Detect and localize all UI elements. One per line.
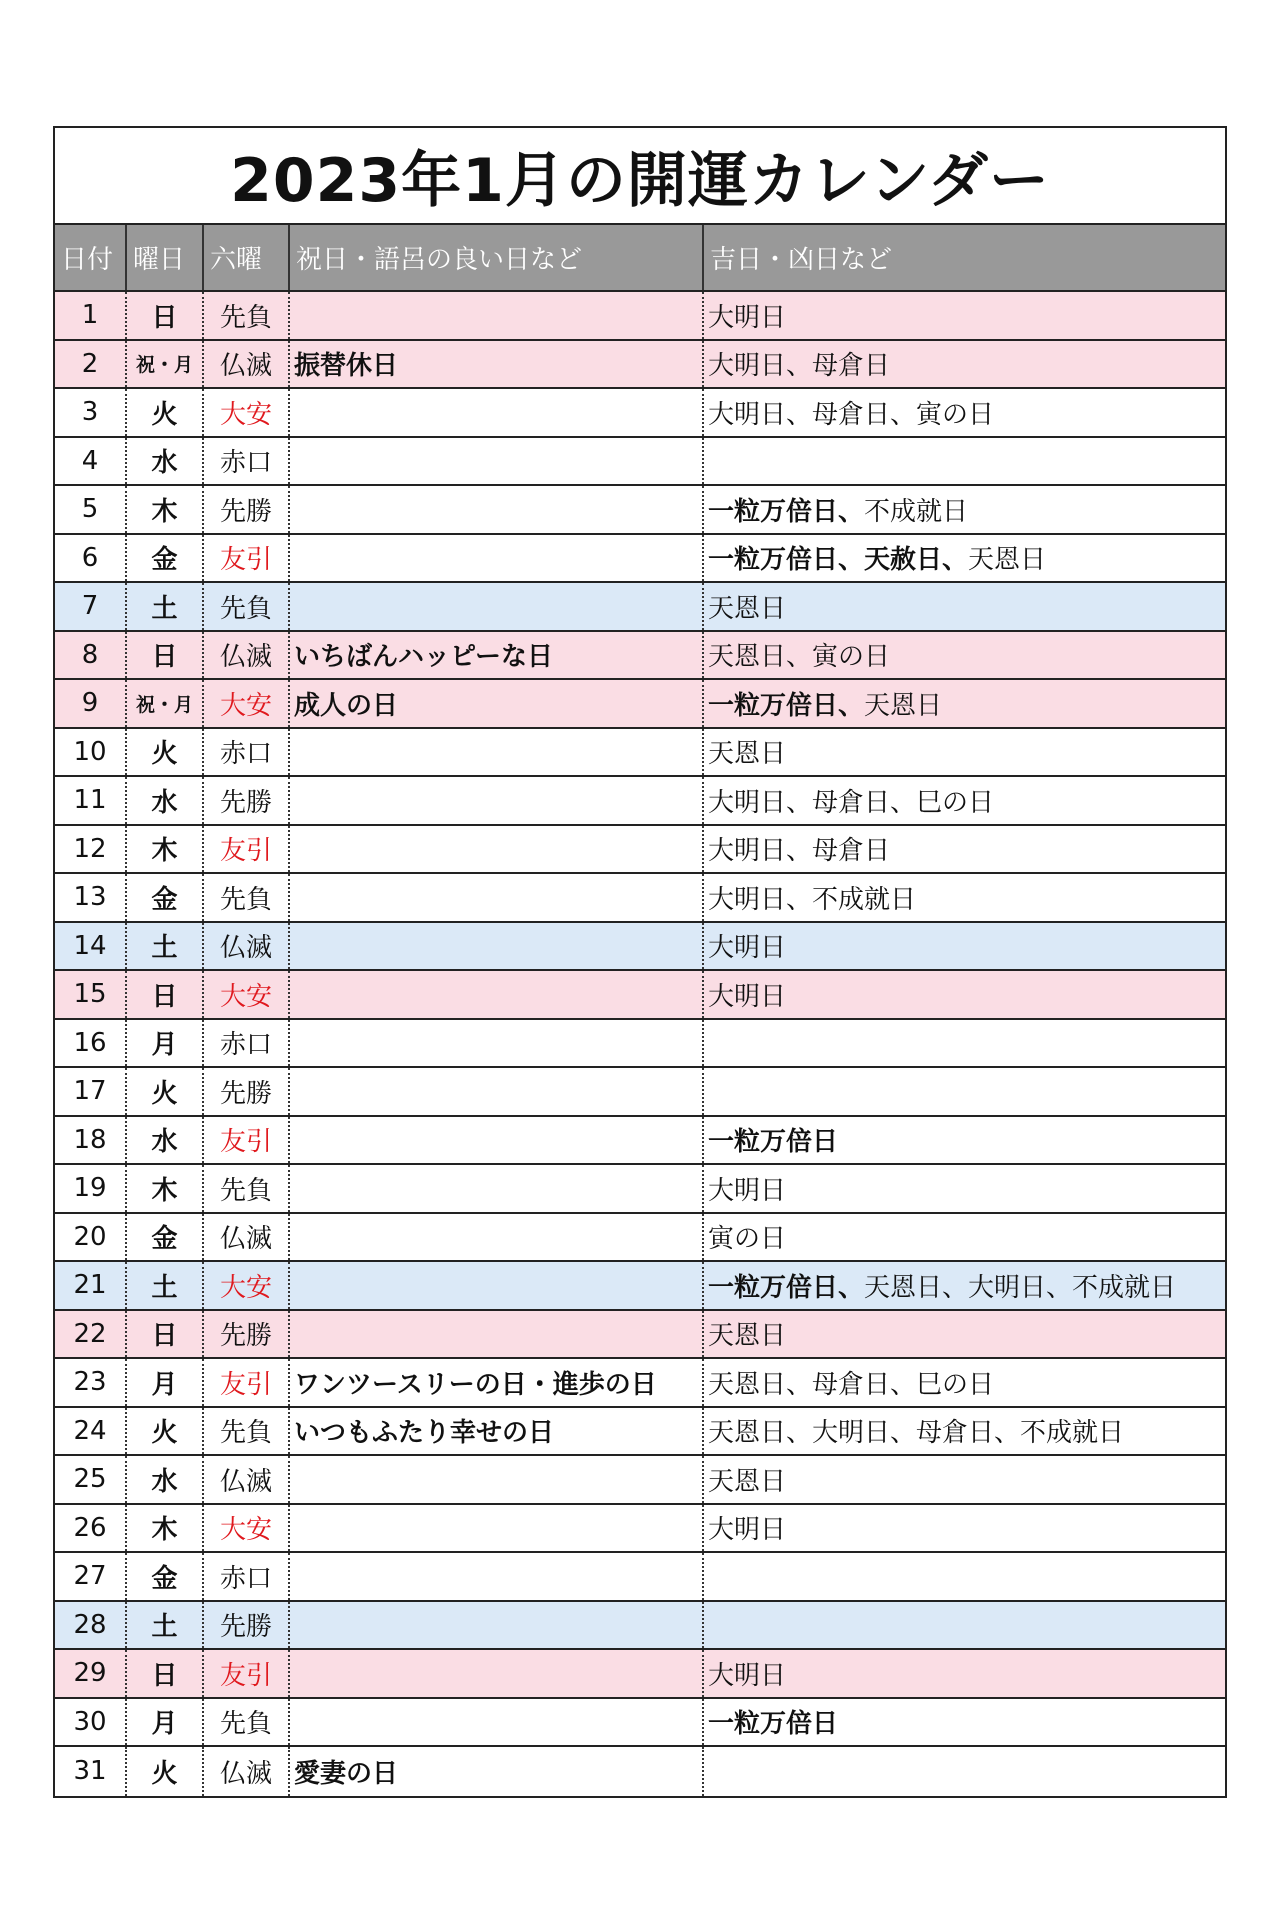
day-of-week-cell: 火	[127, 729, 204, 776]
day-of-week-cell: 月	[127, 1020, 204, 1067]
day-of-week-cell: 金	[127, 535, 204, 582]
table-row	[55, 438, 1225, 487]
date-cell: 11	[55, 777, 127, 824]
day-of-week-cell: 土	[127, 583, 204, 630]
lucky-day-label: 母倉日、	[812, 787, 917, 818]
table-row	[55, 1359, 1225, 1408]
rokuyo-cell: 仏滅	[204, 923, 290, 970]
day-of-week-cell: 日	[127, 292, 204, 339]
rokuyo-cell: 大安	[204, 680, 290, 727]
lucky-day-label: 天恩日	[708, 1466, 787, 1497]
lucky-day-label: 不成就日	[812, 884, 917, 915]
rokuyo-cell: 仏滅	[204, 1456, 290, 1503]
date-cell: 8	[55, 632, 127, 679]
lucky-days-cell	[704, 632, 1225, 679]
calendar-title: 2023年1月の開運カレンダー	[55, 128, 1225, 225]
date-cell: 27	[55, 1553, 127, 1600]
lucky-days-cell	[704, 341, 1225, 388]
date-cell: 31	[55, 1747, 127, 1796]
lucky-day-label: 天恩日	[968, 545, 1047, 576]
date-cell: 20	[55, 1214, 127, 1261]
rokuyo-cell: 友引	[204, 1359, 290, 1406]
lucky-day-label: 大明日、	[708, 787, 813, 818]
lucky-day-label: 大明日	[708, 981, 787, 1012]
rokuyo-cell: 友引	[204, 1650, 290, 1697]
table-row	[55, 680, 1225, 729]
date-cell: 19	[55, 1165, 127, 1212]
date-cell: 6	[55, 535, 127, 582]
day-of-week-cell: 祝・月	[127, 680, 204, 727]
lucky-days-cell	[704, 1068, 1225, 1115]
header-day-of-week: 曜日	[127, 225, 204, 290]
lucky-days-cell	[704, 1408, 1225, 1455]
table-row	[55, 1262, 1225, 1311]
header-holiday-events: 祝日・語呂の良い日など	[290, 225, 704, 290]
rokuyo-cell: 先負	[204, 292, 290, 339]
day-of-week-cell: 水	[127, 438, 204, 485]
table-row	[55, 1311, 1225, 1360]
date-cell: 7	[55, 583, 127, 630]
table-row	[55, 486, 1225, 535]
date-cell: 10	[55, 729, 127, 776]
day-of-week-cell: 火	[127, 389, 204, 436]
holiday-event-cell	[290, 729, 704, 776]
lucky-days-cell	[704, 777, 1225, 824]
table-row	[55, 971, 1225, 1020]
holiday-event-cell	[290, 1699, 704, 1746]
rokuyo-cell: 先勝	[204, 1068, 290, 1115]
table-body	[55, 292, 1225, 1796]
lucky-day-label: 一粒万倍日、	[708, 690, 865, 721]
day-of-week-cell: 火	[127, 1408, 204, 1455]
day-of-week-cell: 水	[127, 1117, 204, 1164]
lucky-day-label: 天恩日	[864, 690, 943, 721]
lucky-day-label: 天恩日	[708, 739, 787, 770]
lucky-day-label: 寅の日	[812, 642, 891, 673]
holiday-event-cell	[290, 1311, 704, 1358]
lucky-days-cell	[704, 292, 1225, 339]
table-row	[55, 583, 1225, 632]
rokuyo-cell: 大安	[204, 971, 290, 1018]
lucky-day-label: 一粒万倍日、	[708, 545, 865, 576]
table-row	[55, 777, 1225, 826]
date-cell: 4	[55, 438, 127, 485]
day-of-week-cell: 金	[127, 1553, 204, 1600]
table-row	[55, 1068, 1225, 1117]
table-row	[55, 1165, 1225, 1214]
lucky-days-cell	[704, 583, 1225, 630]
holiday-event-cell	[290, 777, 704, 824]
table-row	[55, 632, 1225, 681]
date-cell: 29	[55, 1650, 127, 1697]
lucky-day-label: 大明日、	[708, 836, 813, 867]
lucky-day-label: 不成就日	[1072, 1272, 1177, 1303]
table-row	[55, 1408, 1225, 1457]
date-cell: 23	[55, 1359, 127, 1406]
holiday-event-cell: 振替休日	[290, 341, 704, 388]
table-row	[55, 292, 1225, 341]
rokuyo-cell: 先負	[204, 1165, 290, 1212]
lucky-day-label: 母倉日、	[812, 399, 917, 430]
date-cell: 30	[55, 1699, 127, 1746]
date-cell: 2	[55, 341, 127, 388]
lucky-days-cell	[704, 1020, 1225, 1067]
lucky-day-label: 母倉日、	[916, 1418, 1021, 1449]
rokuyo-cell: 大安	[204, 389, 290, 436]
holiday-event-cell	[290, 1456, 704, 1503]
holiday-event-cell	[290, 1505, 704, 1552]
lucky-day-label: 巳の日	[916, 787, 995, 818]
day-of-week-cell: 日	[127, 1650, 204, 1697]
lucky-days-cell	[704, 1505, 1225, 1552]
date-cell: 21	[55, 1262, 127, 1309]
rokuyo-cell: 仏滅	[204, 1214, 290, 1261]
lucky-day-label: 母倉日	[812, 351, 891, 382]
lucky-day-label: 一粒万倍日	[708, 1127, 839, 1158]
date-cell: 12	[55, 826, 127, 873]
day-of-week-cell: 土	[127, 1602, 204, 1649]
lucky-day-label: 寅の日	[916, 399, 995, 430]
day-of-week-cell: 月	[127, 1359, 204, 1406]
day-of-week-cell: 水	[127, 777, 204, 824]
day-of-week-cell: 土	[127, 923, 204, 970]
day-of-week-cell: 月	[127, 1699, 204, 1746]
day-of-week-cell: 祝・月	[127, 341, 204, 388]
table-row	[55, 1650, 1225, 1699]
date-cell: 22	[55, 1311, 127, 1358]
holiday-event-cell: ワンツースリーの日・進歩の日	[290, 1359, 704, 1406]
date-cell: 13	[55, 874, 127, 921]
date-cell: 14	[55, 923, 127, 970]
day-of-week-cell: 水	[127, 1456, 204, 1503]
table-row	[55, 826, 1225, 875]
table-row	[55, 1020, 1225, 1069]
rokuyo-cell: 仏滅	[204, 341, 290, 388]
lucky-days-cell	[704, 389, 1225, 436]
rokuyo-cell: 先負	[204, 1408, 290, 1455]
table-row	[55, 1699, 1225, 1748]
lucky-days-cell	[704, 1262, 1225, 1309]
table-row	[55, 1747, 1225, 1796]
lucky-day-label: 天恩日	[708, 1321, 787, 1352]
header-date: 日付	[55, 225, 127, 290]
date-cell: 3	[55, 389, 127, 436]
table-row	[55, 923, 1225, 972]
table-header-row	[55, 225, 1225, 292]
day-of-week-cell: 日	[127, 1311, 204, 1358]
date-cell: 17	[55, 1068, 127, 1115]
date-cell: 24	[55, 1408, 127, 1455]
lucky-day-label: 天恩日、	[708, 642, 813, 673]
table-row	[55, 1117, 1225, 1166]
rokuyo-cell: 友引	[204, 535, 290, 582]
date-cell: 28	[55, 1602, 127, 1649]
lucky-day-label: 一粒万倍日、	[708, 496, 865, 527]
date-cell: 15	[55, 971, 127, 1018]
lucky-days-cell	[704, 729, 1225, 776]
rokuyo-cell: 先勝	[204, 1602, 290, 1649]
date-cell: 26	[55, 1505, 127, 1552]
lucky-day-label: 天恩日、	[708, 1418, 813, 1449]
table-row	[55, 389, 1225, 438]
holiday-event-cell	[290, 1214, 704, 1261]
lucky-days-cell	[704, 1553, 1225, 1600]
lucky-day-label: 天恩日	[708, 593, 787, 624]
holiday-event-cell	[290, 292, 704, 339]
table-row	[55, 1214, 1225, 1263]
lucky-days-cell	[704, 1747, 1225, 1796]
lucky-day-label: 天恩日、	[864, 1272, 969, 1303]
day-of-week-cell: 木	[127, 1505, 204, 1552]
date-cell: 9	[55, 680, 127, 727]
table-row	[55, 341, 1225, 390]
lucky-days-cell	[704, 874, 1225, 921]
holiday-event-cell	[290, 1650, 704, 1697]
day-of-week-cell: 日	[127, 632, 204, 679]
rokuyo-cell: 大安	[204, 1262, 290, 1309]
holiday-event-cell	[290, 1020, 704, 1067]
lucky-days-cell	[704, 1699, 1225, 1746]
rokuyo-cell: 先負	[204, 583, 290, 630]
day-of-week-cell: 日	[127, 971, 204, 1018]
date-cell: 5	[55, 486, 127, 533]
lucky-day-label: 天赦日、	[864, 545, 969, 576]
lucky-days-cell	[704, 1214, 1225, 1261]
date-cell: 16	[55, 1020, 127, 1067]
lucky-days-cell	[704, 1456, 1225, 1503]
lucky-days-cell	[704, 535, 1225, 582]
holiday-event-cell	[290, 389, 704, 436]
holiday-event-cell	[290, 1117, 704, 1164]
header-lucky-unlucky-days: 吉日・凶日など	[710, 245, 893, 275]
rokuyo-cell: 赤口	[204, 1020, 290, 1067]
holiday-event-cell	[290, 826, 704, 873]
lucky-day-label: 母倉日	[812, 836, 891, 867]
day-of-week-cell: 金	[127, 1214, 204, 1261]
fortune-calendar-table	[53, 126, 1227, 1798]
lucky-day-label: 大明日、	[708, 399, 813, 430]
rokuyo-cell: 先負	[204, 1699, 290, 1746]
lucky-days-cell	[704, 923, 1225, 970]
date-cell: 1	[55, 292, 127, 339]
table-row	[55, 535, 1225, 584]
rokuyo-cell: 大安	[204, 1505, 290, 1552]
day-of-week-cell: 金	[127, 874, 204, 921]
lucky-day-label: 一粒万倍日、	[708, 1272, 865, 1303]
table-row	[55, 1602, 1225, 1651]
date-cell: 18	[55, 1117, 127, 1164]
lucky-day-label: 大明日、	[968, 1272, 1073, 1303]
lucky-day-label: 不成就日	[1020, 1418, 1125, 1449]
lucky-day-label: 巳の日	[916, 1369, 995, 1400]
rokuyo-cell: 友引	[204, 1117, 290, 1164]
day-of-week-cell: 木	[127, 1165, 204, 1212]
table-row	[55, 1553, 1225, 1602]
rokuyo-cell: 先勝	[204, 1311, 290, 1358]
lucky-day-label: 母倉日、	[812, 1369, 917, 1400]
day-of-week-cell: 火	[127, 1747, 204, 1796]
holiday-event-cell	[290, 438, 704, 485]
lucky-day-label: 大明日	[708, 933, 787, 964]
lucky-days-cell	[704, 826, 1225, 873]
lucky-day-label: 大明日	[708, 302, 787, 333]
lucky-days-cell	[704, 438, 1225, 485]
rokuyo-cell: 先負	[204, 874, 290, 921]
lucky-days-cell	[704, 680, 1225, 727]
holiday-event-cell: いちばんハッピーな日	[290, 632, 704, 679]
holiday-event-cell	[290, 535, 704, 582]
header-rokuyo: 六曜	[204, 225, 290, 290]
table-row	[55, 1505, 1225, 1554]
rokuyo-cell: 赤口	[204, 438, 290, 485]
holiday-event-cell: いつもふたり幸せの日	[290, 1408, 704, 1455]
lucky-day-label: 不成就日	[864, 496, 969, 527]
holiday-event-cell	[290, 874, 704, 921]
rokuyo-cell: 先勝	[204, 486, 290, 533]
day-of-week-cell: 火	[127, 1068, 204, 1115]
holiday-event-cell: 愛妻の日	[290, 1747, 704, 1796]
table-row	[55, 1456, 1225, 1505]
lucky-day-label: 大明日、	[812, 1418, 917, 1449]
rokuyo-cell: 仏滅	[204, 632, 290, 679]
lucky-day-label: 大明日、	[708, 884, 813, 915]
lucky-day-label: 大明日	[708, 1660, 787, 1691]
rokuyo-cell: 赤口	[204, 1553, 290, 1600]
lucky-day-label: 大明日	[708, 1175, 787, 1206]
lucky-days-cell	[704, 1650, 1225, 1697]
date-cell: 25	[55, 1456, 127, 1503]
day-of-week-cell: 木	[127, 826, 204, 873]
lucky-day-label: 天恩日、	[708, 1369, 813, 1400]
holiday-event-cell	[290, 1068, 704, 1115]
lucky-day-label: 大明日、	[708, 351, 813, 382]
lucky-day-label: 寅の日	[708, 1224, 787, 1255]
lucky-days-cell	[704, 486, 1225, 533]
table-row	[55, 874, 1225, 923]
lucky-days-cell	[704, 1602, 1225, 1649]
lucky-days-cell	[704, 971, 1225, 1018]
rokuyo-cell: 友引	[204, 826, 290, 873]
holiday-event-cell	[290, 1553, 704, 1600]
lucky-day-label: 一粒万倍日	[708, 1709, 839, 1740]
lucky-days-cell	[704, 1117, 1225, 1164]
lucky-days-cell	[704, 1311, 1225, 1358]
holiday-event-cell	[290, 1165, 704, 1212]
day-of-week-cell: 木	[127, 486, 204, 533]
table-row	[55, 729, 1225, 778]
rokuyo-cell: 仏滅	[204, 1747, 290, 1796]
holiday-event-cell	[290, 486, 704, 533]
day-of-week-cell: 土	[127, 1262, 204, 1309]
lucky-days-cell	[704, 1165, 1225, 1212]
holiday-event-cell	[290, 971, 704, 1018]
holiday-event-cell	[290, 923, 704, 970]
holiday-event-cell	[290, 1262, 704, 1309]
lucky-day-label: 大明日	[708, 1515, 787, 1546]
holiday-event-cell: 成人の日	[290, 680, 704, 727]
rokuyo-cell: 赤口	[204, 729, 290, 776]
lucky-days-cell	[704, 1359, 1225, 1406]
rokuyo-cell: 先勝	[204, 777, 290, 824]
holiday-event-cell	[290, 583, 704, 630]
holiday-event-cell	[290, 1602, 704, 1649]
